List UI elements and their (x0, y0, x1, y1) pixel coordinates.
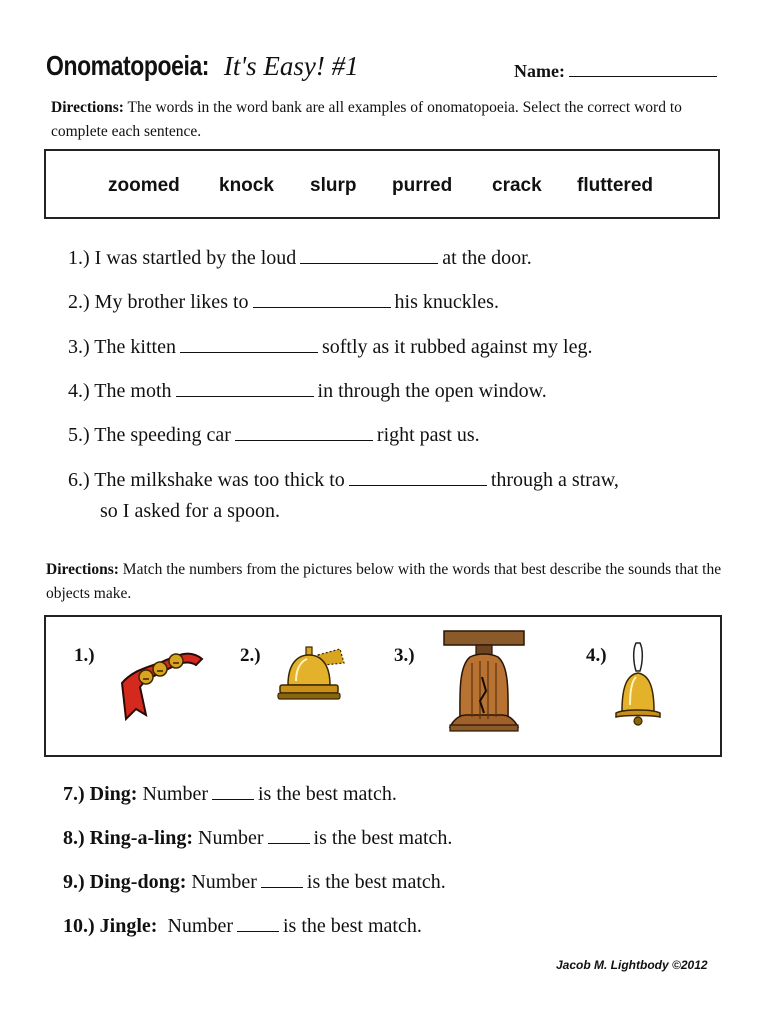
match-7 (63, 781, 397, 807)
answer-blank[interactable] (235, 422, 373, 441)
question-1 (68, 245, 532, 271)
match-label: 8.) Ring-a-ling: (63, 827, 193, 849)
picture-number: 2.) (240, 645, 261, 666)
match-text: is the best match. (282, 915, 422, 937)
question-text: 3.) The kitten (68, 336, 176, 358)
name-field (514, 60, 717, 82)
directions-text: The words in the word bank are all examples of onomatopoeia. Select the correct word to complete each sentence. (51, 99, 682, 140)
match-text: Number (191, 871, 257, 893)
question-text: 5.) The speeding car (68, 424, 231, 446)
answer-blank[interactable] (300, 245, 438, 264)
directions-2 (46, 558, 736, 606)
question-5 (68, 422, 480, 448)
question-text: 6.) The milkshake was too thick to (68, 469, 345, 491)
question-text: at the door. (442, 247, 532, 269)
sleigh-bells-icon (116, 639, 206, 723)
word-bank (44, 149, 720, 219)
word-bank-item: slurp (310, 175, 357, 196)
answer-blank[interactable] (212, 781, 254, 800)
name-blank[interactable] (569, 60, 717, 77)
question-2 (68, 289, 499, 315)
picture-box (44, 615, 722, 757)
word-bank-item: fluttered (577, 175, 653, 196)
worksheet-title (46, 50, 359, 83)
match-label: 9.) Ding-dong: (63, 871, 187, 893)
picture-number: 1.) (74, 645, 95, 666)
directions-label: Directions: (46, 561, 119, 578)
question-6 (68, 467, 619, 493)
answer-blank[interactable] (261, 869, 303, 888)
answer-blank[interactable] (349, 467, 487, 486)
title-subtitle: It's Easy! #1 (223, 51, 359, 81)
question-text: 2.) My brother likes to (68, 291, 249, 313)
match-10 (63, 913, 422, 939)
word-bank-item: zoomed (108, 175, 180, 196)
match-text: Number (162, 915, 233, 937)
liberty-bell-icon (436, 627, 532, 737)
question-text: softly as it rubbed against my leg. (321, 336, 593, 358)
match-label: 7.) Ding: (63, 783, 138, 805)
question-text: right past us. (376, 424, 480, 446)
question-text: through a straw, (490, 469, 619, 491)
directions-label: Directions: (51, 99, 124, 116)
question-3 (68, 334, 592, 360)
question-text: 1.) I was startled by the loud (68, 247, 297, 269)
directions-text: Match the numbers from the pictures below with the words that best describe the sounds that the objects make. (46, 561, 722, 602)
match-text: Number (142, 783, 208, 805)
question-text: 4.) The moth (68, 380, 172, 402)
word-bank-item: crack (492, 175, 542, 196)
directions-1 (51, 96, 731, 144)
picture-number: 3.) (394, 645, 415, 666)
match-text: is the best match. (258, 783, 397, 805)
match-text: is the best match. (313, 827, 453, 849)
question-text: his knuckles. (394, 291, 499, 313)
answer-blank[interactable] (237, 913, 279, 932)
title-main: Onomatopoeia: (46, 50, 210, 81)
match-label: 10.) Jingle: (63, 915, 158, 937)
word-bank-item: purred (392, 175, 453, 196)
match-8 (63, 825, 452, 851)
service-bell-icon (274, 641, 346, 707)
answer-blank[interactable] (176, 378, 314, 397)
word-bank-item: knock (219, 175, 274, 196)
picture-number: 4.) (586, 645, 607, 666)
hand-bell-icon (612, 641, 664, 727)
match-9 (63, 869, 446, 895)
author-credit: Jacob M. Lightbody ©2012 (556, 958, 708, 972)
question-text: in through the open window. (317, 380, 547, 402)
match-text: Number (198, 827, 264, 849)
question-6-continuation: so I asked for a spoon. (100, 500, 280, 522)
answer-blank[interactable] (180, 334, 318, 353)
question-4 (68, 378, 547, 404)
match-text: is the best match. (306, 871, 446, 893)
answer-blank[interactable] (268, 825, 310, 844)
name-label: Name: (514, 61, 565, 81)
answer-blank[interactable] (253, 289, 391, 308)
